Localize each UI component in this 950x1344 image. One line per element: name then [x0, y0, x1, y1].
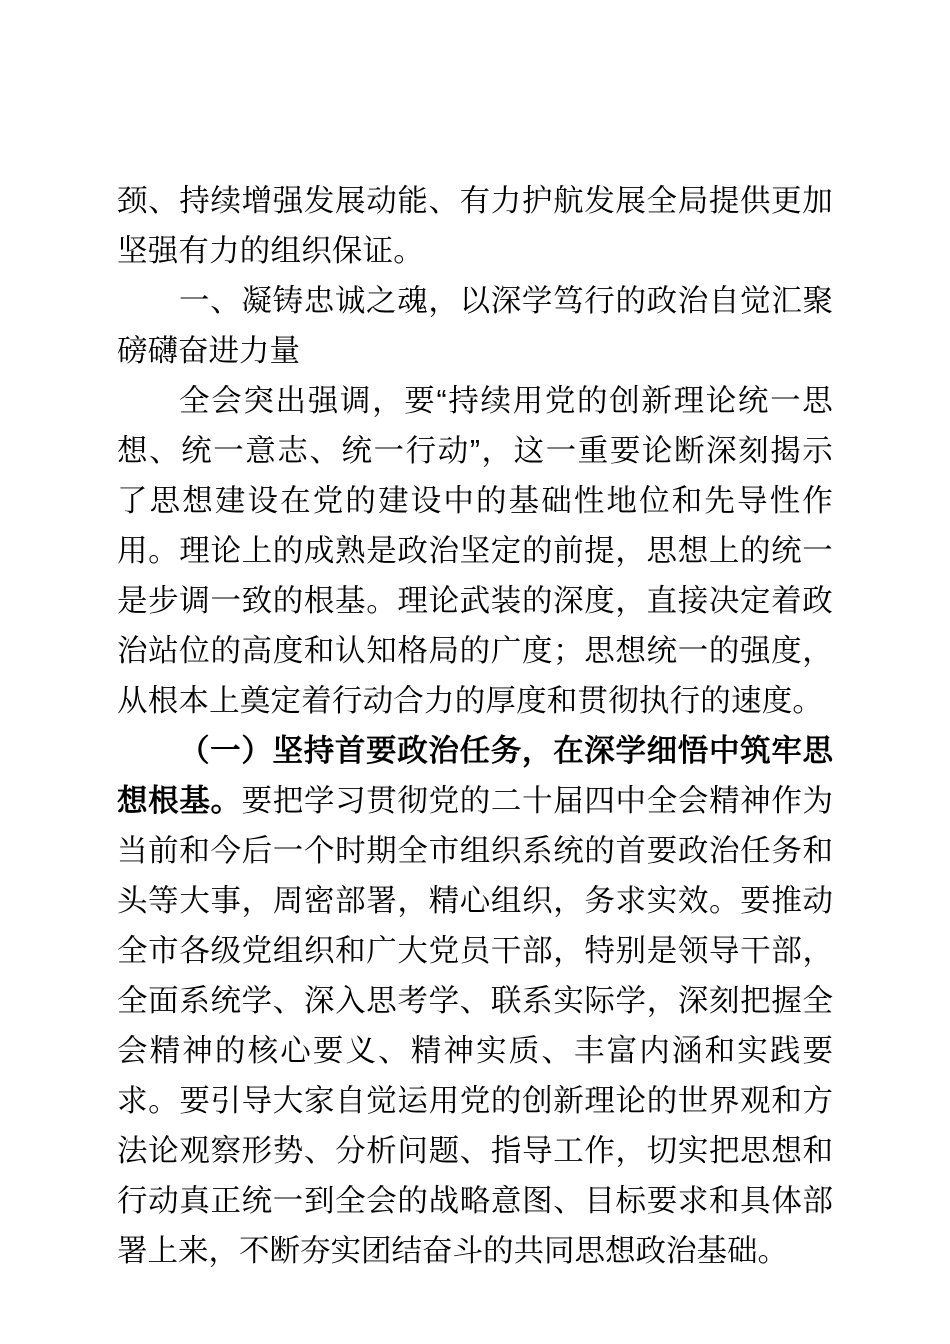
heading-level-2-paragraph: [117, 726, 833, 1276]
document-body: [117, 176, 833, 1276]
carryover-paragraph: 颈、持续增强发展动能、有力护航发展全局提供更加坚强有力的组织保证。: [117, 184, 833, 268]
heading-level-2-bold-run: （一）坚持首要政治任务，在深学细悟中筑牢思想根基。: [117, 734, 833, 818]
heading-level-1: 一、凝铸忠诚之魂，以深学笃行的政治自觉汇聚磅礴奋进力量: [117, 284, 833, 368]
body-paragraph-1: 全会突出强调，要“持续用党的创新理论统一思想、统一意志、统一行动”，这一重要论断深刻揭示了思想建设在党的建设中的基础性地位和先导性作用。理论上的成熟是政治坚定的前提，思想上的统一是步调一致的根基。理论武装的深度，直接决定着政治站位的高度和认知格局的广度；思想统一的强度，从根本上奠定着行动合力的厚度和贯彻执行的速度。: [117, 384, 833, 718]
heading-level-2-body-run: 要把学习贯彻党的二十届四中全会精神作为当前和今后一个时期全市组织系统的首要政治任务和头等大事，周密部署，精心组织，务求实效。要推动全市各级党组织和广大党员干部，特别是领导干部，全面系统学、深入思考学、联系实际学，深刻把握全会精神的核心要义、精神实质、丰富内涵和实践要求。要引导大家自觉运用党的创新理论的世界观和方法论观察形势、分析问题、指导工作，切实把思想和行动真正统一到全会的战略意图、目标要求和具体部署上来，不断夯实团结奋斗的共同思想政治基础。: [117, 784, 834, 1268]
